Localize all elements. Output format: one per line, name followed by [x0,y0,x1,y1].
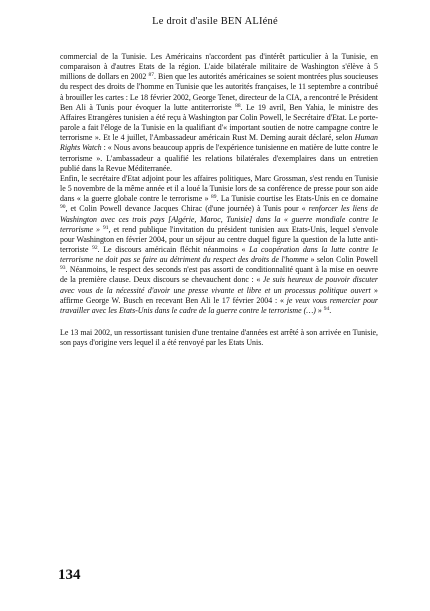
text-run: . [329,305,332,315]
running-header: Le droit d'asile BEN ALIéné [152,16,278,27]
paragraph [60,52,378,174]
paragraph [60,328,378,348]
footnote-ref: 91 [103,224,109,231]
text-run: » [315,305,324,315]
footnote-ref: 90 [60,204,66,211]
text-run: . Le 19 avril, Ben Yahia, le ministre des Affaires Etrangères tunisien a été reçu à Washington par Colin Powell, le Secrétaire d'Etat. Le porte-parole a fait l'éloge de la Tunisie en la qualifiant d'« important soutien de notre campagne contre le terrorisme ». Et le 4 juillet, l'Ambassadeur américain Rust M. Deming aurait déclaré, selon [60,102,378,143]
italic-text: je veux vous remercier pour travailler avec les Etats-Unis dans le cadre de la guerre contre le terrorisme (…) [60,295,378,315]
footnote-ref: 94 [323,305,330,312]
italic-text: Je suis heureux de pouvoir discuter avec vous de la nécessité d'avoir une presse vivante et libre et un processus politique ouvert [60,275,379,295]
paragraph [60,174,378,316]
text-run: . La Tunisie courtise les Etats-Unis en ce domaine [216,194,378,204]
italic-text: La coopération dans la lutte contre le terrorisme ne doit pas se faire au détriment du respect des droits de l'homme [60,244,378,265]
text-run: commercial de la Tunisie. Les Américains n'accordent pas d'intérêt particulier à la Tunisie, en comparaison à d'autres Etats de la région. L'aide bilatérale militaire de Washington s'élève à 5 millions de dollars en 2002 [60,52,378,82]
text-run: Le 13 mai 2002, un ressortissant tunisien d'une trentaine d'années est arrêté à son arrivée en Tunisie, son pays d'origine vers lequel il a été renvoyé par les Etats Unis. [60,328,378,348]
text-run: » affirme George W. Busch en recevant Ben Ali le 17 février 2004 : « [60,285,378,305]
body-text [60,52,378,348]
footnote-ref: 89 [210,194,217,201]
text-run: . Néanmoins, le respect des seconds n'est pas assorti de conditionnalité quant à la mise en oeuvre de la première clause. Deux discours se chevauchent donc : « [60,265,378,285]
footnote-ref: 92 [92,244,98,251]
italic-text: Human Rights Watch [60,133,378,153]
footnote-ref: 88 [235,102,241,109]
footnote-ref: 87 [148,72,154,79]
text-run: Enfin, le secrétaire d'Etat adjoint pour les affaires politiques, Marc Grossman, s'est rendu en Tunisie le 5 novembre de la même année et il a loué la Tunisie lors de sa conférence de presse pour son aide dans « la guerre globale contre le terrorisme » [60,173,378,204]
text-run: , et Colin Powell devance Jacques Chirac (d'une journée) à Tunis pour « [65,204,309,214]
text-run: . Bien que les autorités américaines se soient montrées plus soucieuses du respect des droits de l'homme en Tunisie que les autorités françaises, le 11 septembre a contribué à brouiller les cartes : Le 18 février 2002, George Tenet, directeur de la CIA, a rencontré le Président Ben Ali à Tunis pour évoquer la lutte antiterroriste [60,72,378,112]
text-run: » selon Colin Powell [308,255,378,265]
page-number: 134 [58,567,81,583]
text-run: : « Nous avons beaucoup appris de l'expérience tunisienne en matière de lutte contre le terrorisme ». L'ambassadeur a qualifié les relations bilatérales d'exemplaires dans un entretien publié dans la Revue Méditerranée. [60,143,378,173]
italic-text: renforcer les liens de Washington avec ces trois pays [Algérie, Maroc, Tunisie] dans la « guerre mondiale contre le terrorisme » [60,204,379,234]
text-run: . Le discours américain fléchit néanmoins « [97,244,250,254]
footnote-ref: 93 [60,265,66,272]
text-run: , et rend publique l'invitation du président tunisien aux Etats-Unis, lequel s'envole pour Washington en février 2004, pour un séjour au centre duquel figure la question de la lutte anti-terroriste [60,224,378,254]
